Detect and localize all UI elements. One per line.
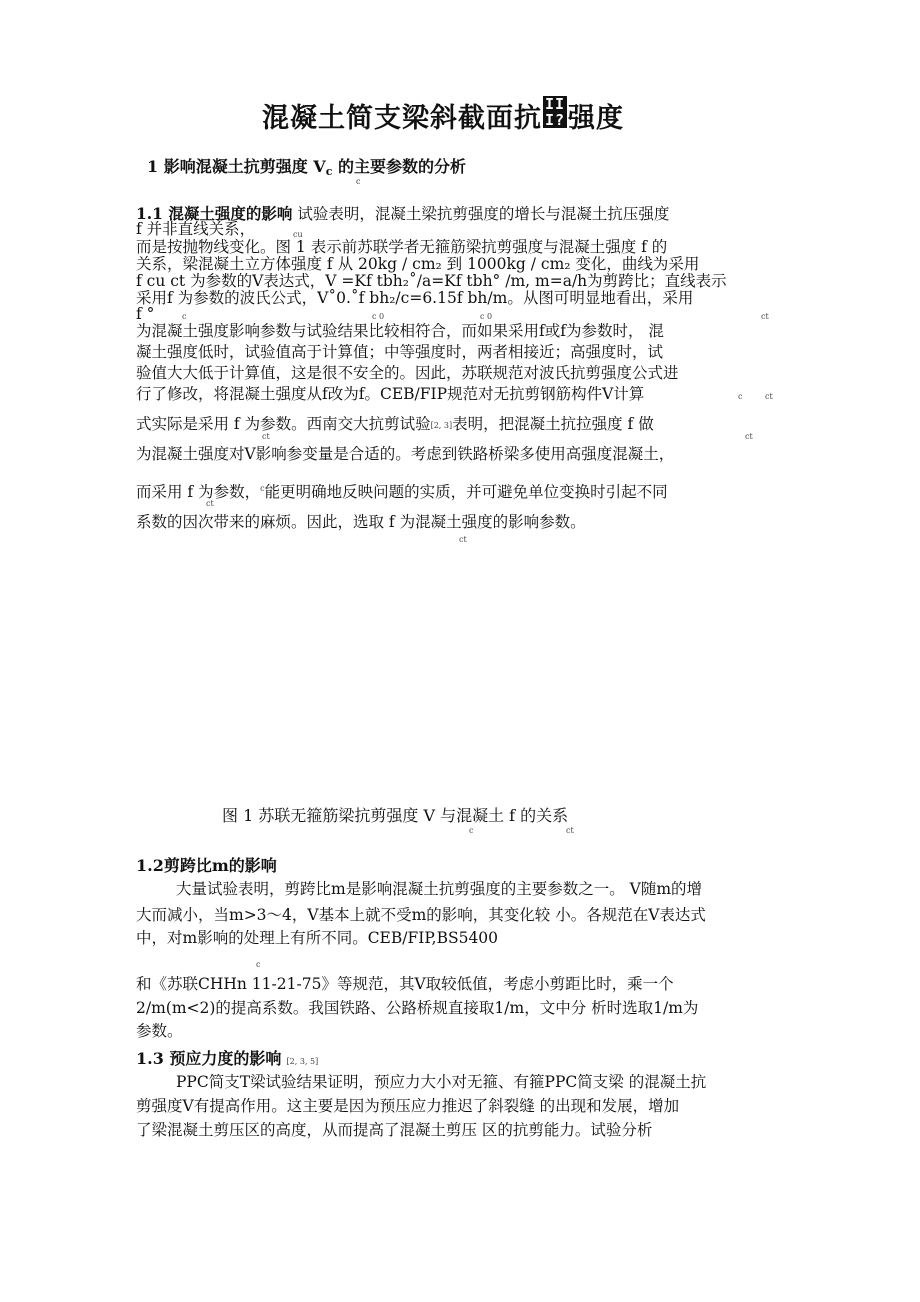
s11-line-10: 行了修改，将混凝土强度从f改为f。CEB/FIP规范对无抗剪钢筋构件V计算 <box>136 385 645 403</box>
s11-line-14 <box>136 482 668 505</box>
section-1-heading-text: 1 影响混凝土抗剪强度 V <box>147 157 326 176</box>
s11-line-11 <box>136 414 654 437</box>
s11-line-8: 凝土强度低时，试验值高于计算值；中等强度时，两者相接近；高强度时，试 <box>136 343 664 361</box>
s13-line-0: PPC简支T梁试验结果证明，预应力大小对无箍、有箍PPC简支梁 的混凝土抗 <box>176 1073 707 1091</box>
mark-ct-4: ct <box>745 432 753 441</box>
section-1-sub-mark: c <box>356 177 361 186</box>
s13-ref: [2, 3, 5] <box>286 1057 319 1066</box>
s13-line-2: 了梁混凝土剪压区的高度，从而提高了混凝土剪压 区的抗剪能力。试验分析 <box>136 1121 653 1139</box>
ref-2-3: [2, 3] <box>430 421 453 430</box>
mark-c-2: c <box>738 392 743 401</box>
s11-line-9: 验值大大低于计算值，这是很不安全的。因此，苏联规范对波氏抗剪强度公式进 <box>136 364 679 382</box>
s12-line-1: 大而减小，当m>3～4，V基本上就不受m的影响，其变化较 小。各规范在V表达式 <box>136 906 706 924</box>
s11-text-0: 试验表明，混凝土梁抗剪强度的增长与混凝土抗压强度 <box>297 205 670 223</box>
mark-ct-1: ct <box>761 312 769 321</box>
s11-line-2: 而是按抛物线变化。图 1 表示前苏联学者无箍筋梁抗剪强度与混凝土强度 f 的 <box>136 238 668 256</box>
s13-heading-row <box>136 1046 318 1069</box>
s12-heading: 1.2剪跨比m的影响 <box>136 856 277 875</box>
title-text: 混凝土简支梁斜截面抗 <box>262 103 542 134</box>
s11-line-4: f cu ct 为参数的V表达式，V =Kf tbh₂˚/a=Kf tbh° /m, m=a/h为剪跨比；直线表示 <box>136 272 727 290</box>
s11-text-12: 表明，把混凝土抗拉强度 f 做 <box>452 415 654 433</box>
s11-line-7: 为混凝土强度影响参数与试验结果比较相符合，而如果采用f或f为参数时， 混 <box>136 322 664 340</box>
mark-ct-3: ct <box>262 432 270 441</box>
title-end: 强度 <box>568 103 624 134</box>
s11-line-1: f 并非直线关系， <box>136 220 256 238</box>
s11-line-16: 系数的因次带来的麻烦。因此，选取 f 为混凝土强度的影响参数。 <box>136 513 586 531</box>
mark-c-1: c <box>182 312 187 321</box>
s12-line-2: 中，对m影响的处理上有所不同。CEB/FIP,BS5400 <box>136 929 499 947</box>
s12-mark-c: c <box>256 960 261 969</box>
garbled-glyph-icon <box>543 96 567 128</box>
section-1-sub: c <box>325 165 333 178</box>
mark-ct-5: ct <box>206 499 214 508</box>
mark-ct-2: ct <box>765 392 773 401</box>
s11-line-13: 为混凝土强度对V影响参变量是合适的。考虑到铁路桥梁多使用高强度混凝土， <box>136 445 675 463</box>
section-1-heading-end: 的主要参数的分析 <box>337 157 466 176</box>
s11-text-15: 能更明确地反映问题的实质，并可避免单位变换时引起不同 <box>264 483 668 501</box>
page-title <box>262 96 624 135</box>
mark-cu: cu <box>293 230 303 239</box>
glyph-bottom: I? <box>544 111 566 129</box>
s11-text-11: 式实际是采用 f 为参数。西南交大抗剪试验 <box>136 415 431 433</box>
mark-c-3: c <box>260 484 265 493</box>
s12-line-6: 参数。 <box>136 1022 183 1040</box>
figure-caption: 图 1 苏联无箍筋梁抗剪强度 V 与混凝土 f 的关系 <box>222 806 569 825</box>
s11-line-6: f ° <box>136 305 155 323</box>
mark-c0-2: c 0 <box>480 312 493 321</box>
mark-c0-1: c 0 <box>372 312 385 321</box>
s11-heading: 1.1 混凝土强度的影响 <box>136 204 293 223</box>
s11-line-5: 采用f 为参数的波氏公式，V˚0.˚f bh₂/c=6.15f bh/m。从图可明显地看出，采用 <box>136 289 694 307</box>
s12-line-5: 2/m(m<2)的提高系数。我国铁路、公路桥规直接取1/m，文中分 析时选取1/m为 <box>136 999 699 1017</box>
s12-line-4: 和《苏联CHHn 11-21-75》等规范，其V取较低值，考虑小剪距比时，乘一个 <box>136 975 674 993</box>
s11-text-14: 而采用 f 为参数， <box>136 483 261 501</box>
s11-line-3: 关系，梁混凝土立方体强度 f 从 20kg / cm₂ 到 1000kg / cm₂ 变化，曲线为采用 <box>136 255 700 273</box>
section-1-heading <box>147 154 466 177</box>
s13-heading: 1.3 预应力度的影响 <box>136 1049 282 1068</box>
caption-sub-ct: ct <box>566 826 574 835</box>
s13-line-1: 剪强度V有提高作用。这主要是因为预压应力推迟了斜裂缝 的出现和发展，增加 <box>136 1097 680 1115</box>
caption-sub-c: c <box>469 826 474 835</box>
mark-ct-6: ct <box>459 535 467 544</box>
glyph-top: II <box>544 95 566 113</box>
s12-line-0: 大量试验表明，剪跨比m是影响混凝土抗剪强度的主要参数之一。 V随m的增 <box>176 880 703 898</box>
